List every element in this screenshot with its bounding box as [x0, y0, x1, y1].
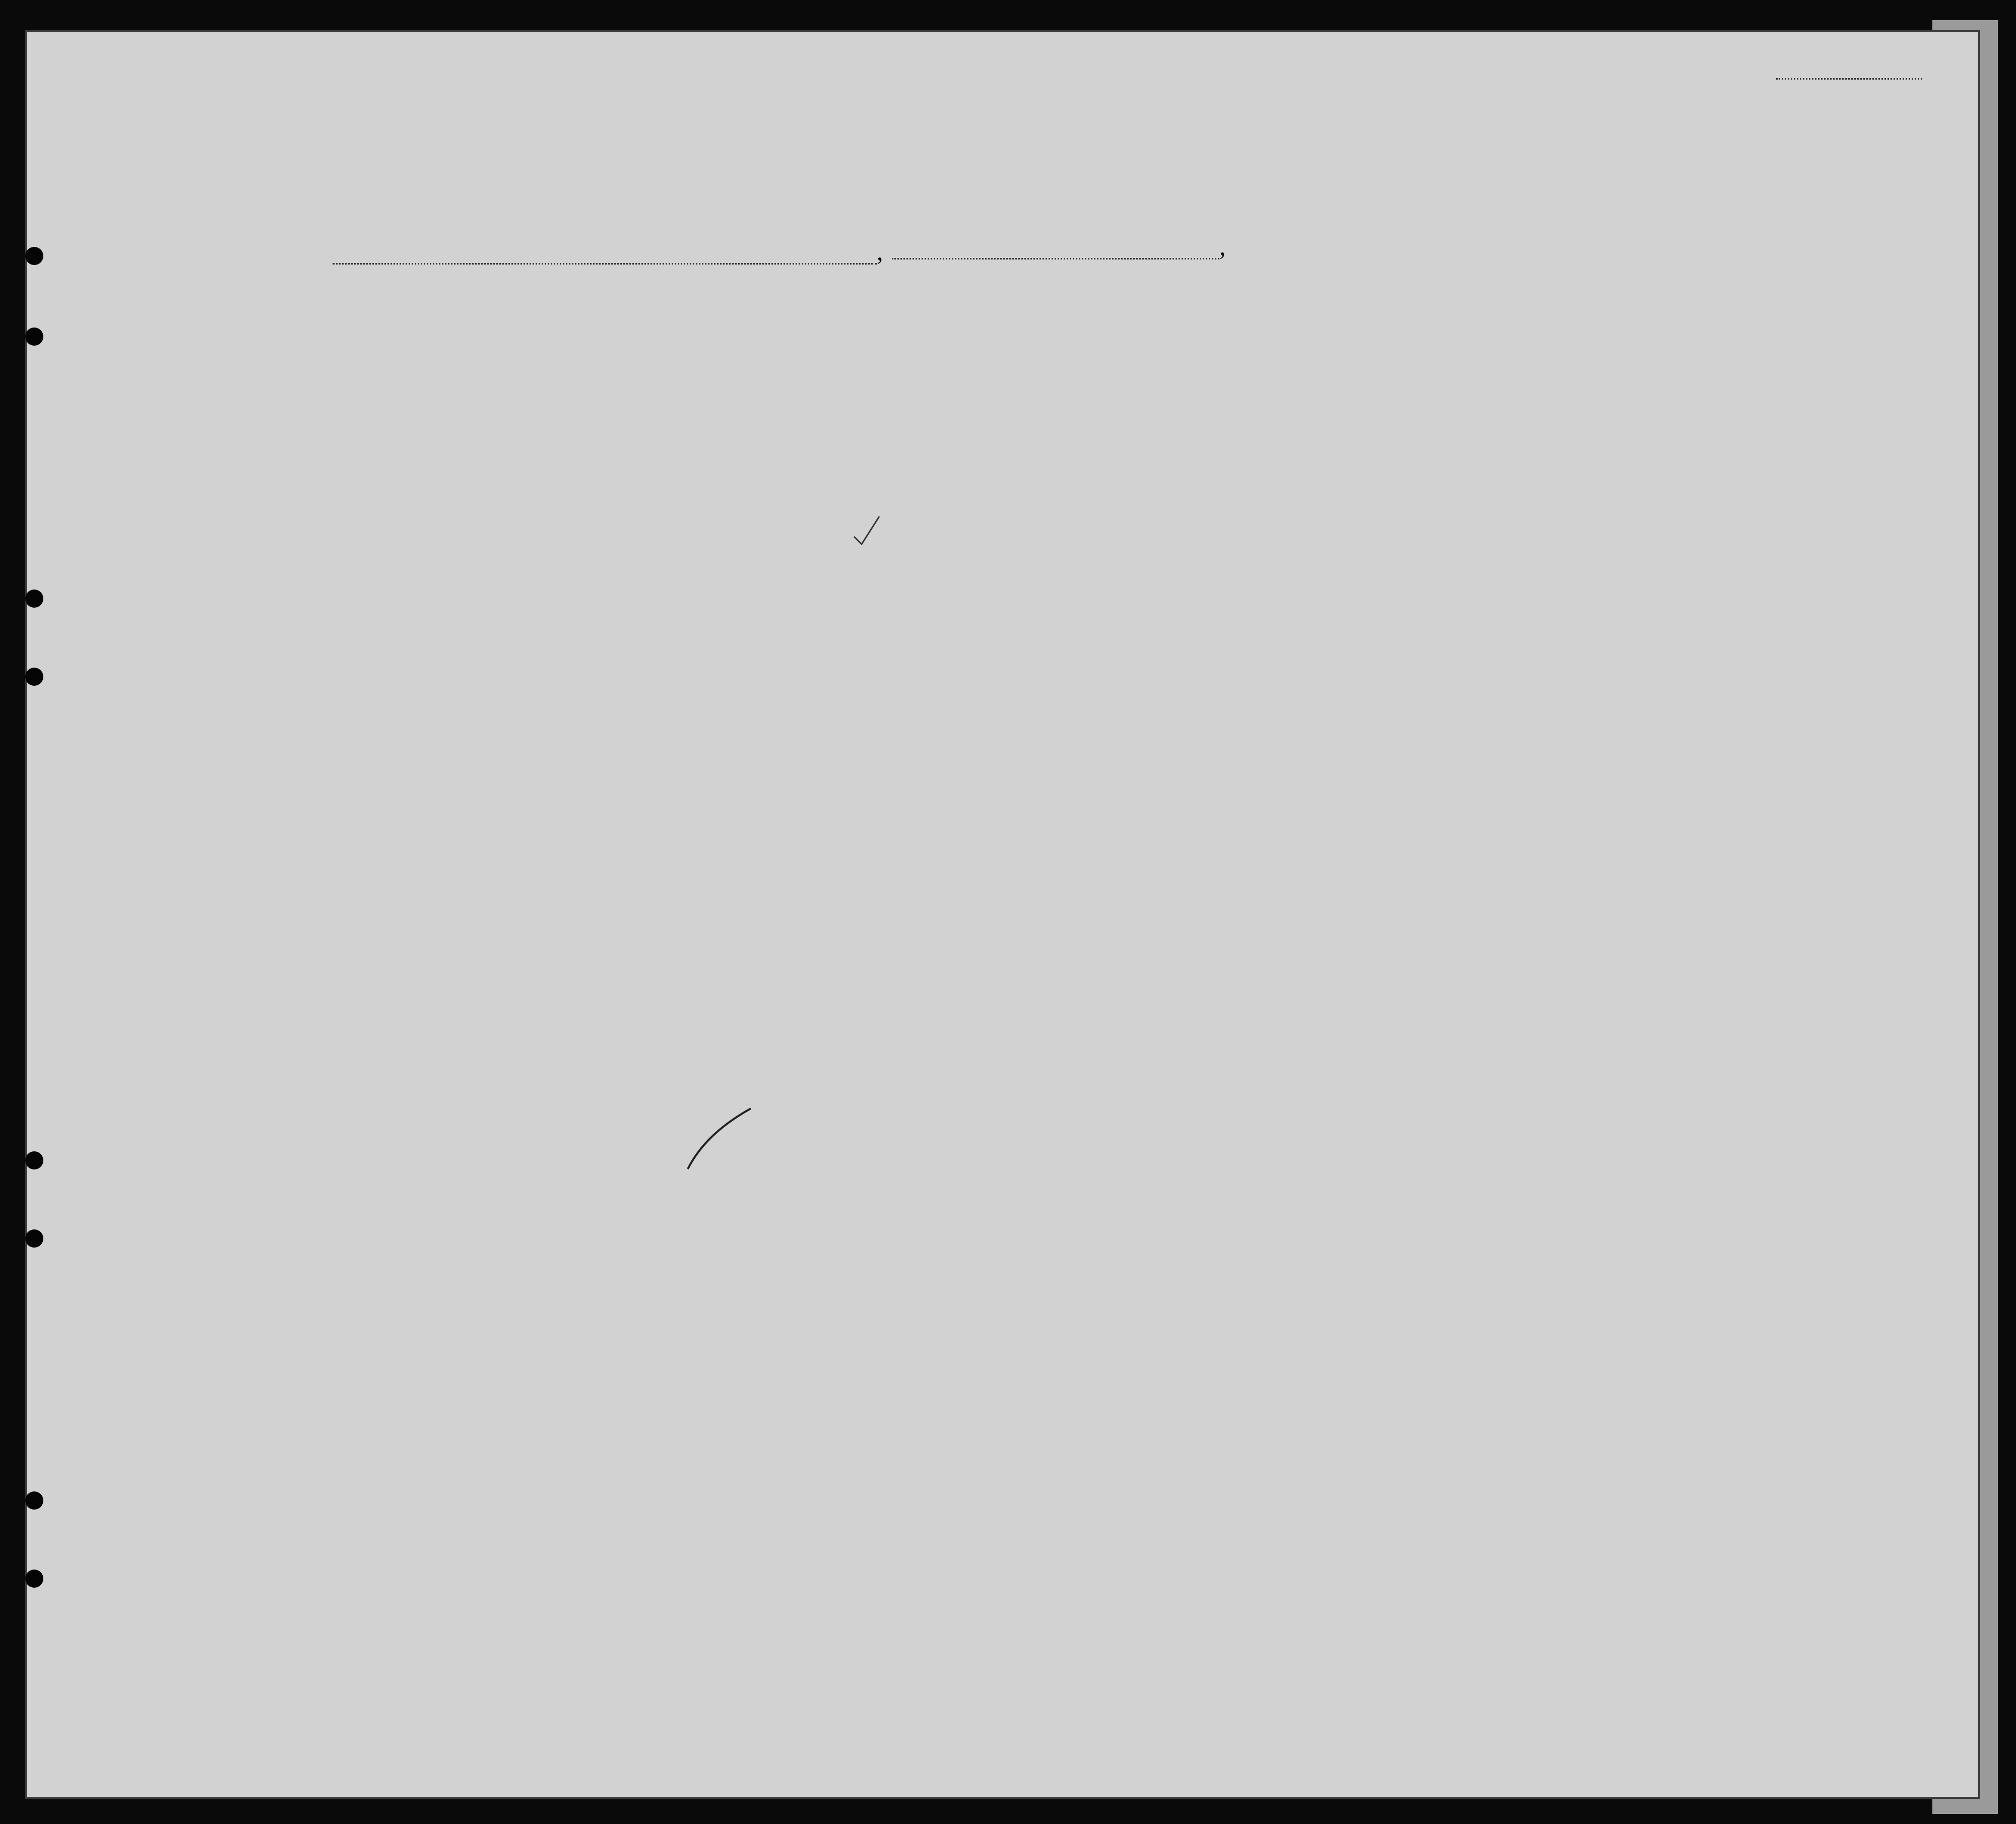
- punch-hole: [25, 247, 43, 265]
- head-overthrow: [1383, 310, 1436, 441]
- punch-hole: [25, 1491, 43, 1510]
- head-prison: [1290, 310, 1318, 441]
- head-deported: [1489, 310, 1514, 441]
- head-purpose-return: [1134, 310, 1164, 441]
- punch-hole: [25, 328, 43, 346]
- head-purpose-length: [1184, 310, 1204, 441]
- punch-hole: [25, 668, 43, 686]
- manifest-grid: [25, 30, 1980, 1799]
- port-comma: ,: [877, 237, 883, 266]
- punch-hole: [25, 1570, 43, 1588]
- head-labor-offer: [1441, 310, 1476, 441]
- head-purpose-citizen: [1255, 310, 1275, 441]
- punch-hole: [25, 1151, 43, 1169]
- handwritten-checkmark: [852, 514, 882, 549]
- manifest-sheet: [25, 30, 1980, 1799]
- punch-hole: [25, 590, 43, 608]
- stray-pen-stroke: [685, 1103, 756, 1174]
- punch-hole: [25, 1229, 43, 1248]
- date-comma: ,: [1219, 232, 1226, 260]
